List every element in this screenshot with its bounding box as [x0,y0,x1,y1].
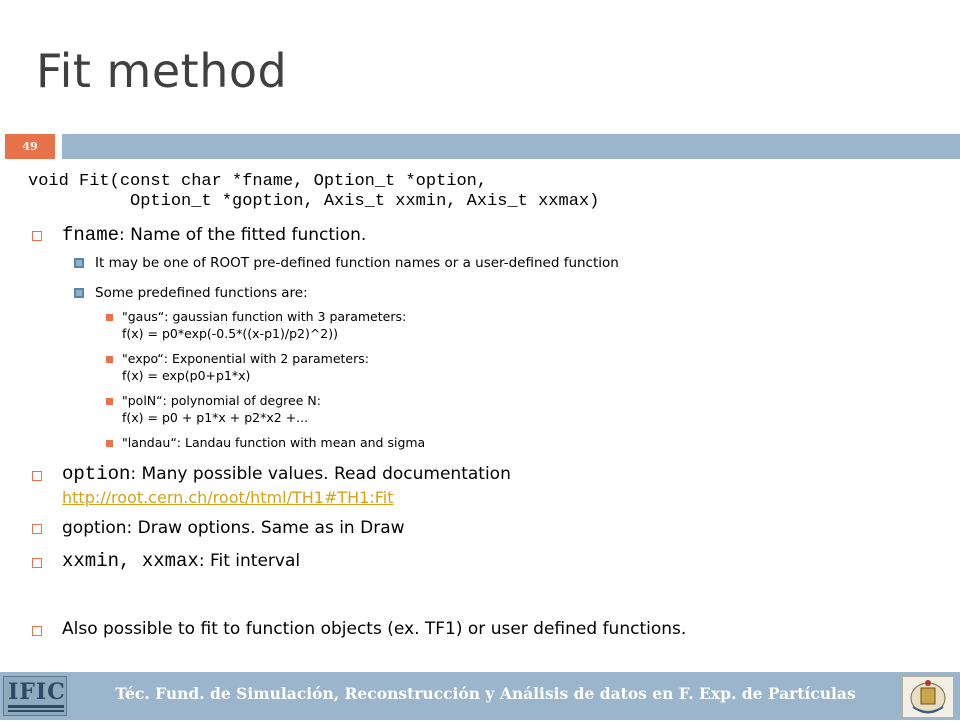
option-text: : Many possible values. Read documentation [130,464,511,484]
fname-code: fname [62,224,120,246]
university-seal-logo [902,676,954,718]
code-line-2: Option_t *goption, Axis_t xxmin, Axis_t xxmax) [28,192,600,211]
bullet-xx [62,550,300,572]
predef-expo: "expo“: Exponential with 2 parameters: f(x) = exp(p0+p1*x) [122,351,369,383]
page-number-badge: 49 [5,134,55,159]
sub-bullet-square [74,288,84,298]
predef-landau: "landau“: Landau function with mean and sigma [122,435,426,450]
predef-poln: "polN“: polynomial of degree N: f(x) = p0 + p1*x + p2*x2 +... [122,393,321,425]
documentation-link[interactable]: http://root.cern.ch/root/html/TH1#TH1:Fit [62,488,394,507]
sub-sub-bullet-square [106,398,113,405]
fname-sub-2: Some predefined functions are: [95,285,308,301]
predef-gaus: "gaus“: gaussian function with 3 parameters: f(x) = p0*exp(-0.5*((x-p1)/p2)^2)) [122,309,407,341]
xx-text: : Fit interval [198,551,301,571]
code-line-1: void Fit(const char *fname, Option_t *option, [28,172,488,191]
sub-sub-bullet-square [106,314,113,321]
bullet-fname [62,224,366,246]
ific-logo [3,676,67,716]
bullet-square [32,231,42,241]
fname-text: : Name of the fitted function. [119,225,367,245]
sub-sub-bullet-square [106,440,113,447]
seal-icon [903,677,953,717]
bullet-square [32,524,42,534]
xx-code: xxmin, xxmax [62,550,199,572]
ific-logo-text: IFIC [8,679,66,705]
slide-title: Fit method [36,44,288,98]
bullet-also: Also possible to fit to function objects (ex. TF1) or user defined functions. [62,619,687,639]
bullet-option [62,463,511,485]
footer-text: Téc. Fund. de Simulación, Reconstrucción y Análisis de datos en F. Exp. de Partículas [115,684,856,703]
bullet-square [32,471,42,481]
logo-stripe [8,705,64,708]
function-signature [28,172,599,212]
sub-sub-bullet-square [106,356,113,363]
bullet-square [32,558,42,568]
option-code: option [62,463,131,485]
bullet-goption: goption: Draw options. Same as in Draw [62,518,405,538]
bullet-square [32,626,42,636]
header-bar [62,134,960,159]
fname-sub-1: It may be one of ROOT pre-defined function names or a user-defined function [95,255,619,271]
logo-stripe [8,710,64,712]
sub-bullet-square [74,258,84,268]
